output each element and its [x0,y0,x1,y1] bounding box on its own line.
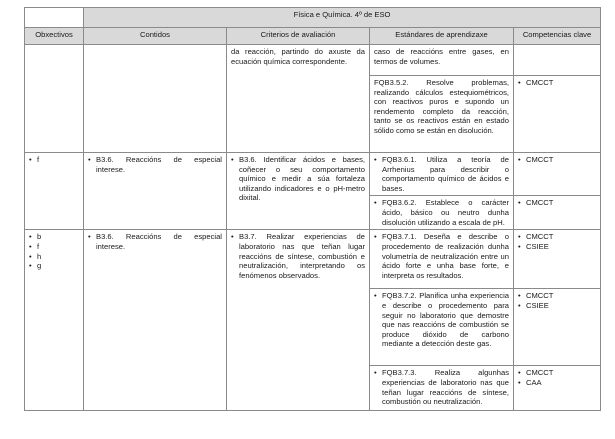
competencias-cell [514,196,601,230]
contido-item: • B3.6. Reaccións de especial interese. [88,155,222,174]
estandar-cell [370,153,514,196]
criterio-item: • B3.6. Identificar ácidos e bases, coñecer o seu comportamento químico e medir a súa fortaleza utilizando indicadores e o pH-metro dixital. [231,155,365,203]
header-contidos: Contidos [84,28,227,45]
obxectivo-item: • f [29,155,79,165]
obxectivos-cell [25,153,84,230]
header-criterios: Criterios de avaliación [227,28,370,45]
curriculum-table [24,7,601,411]
criterio-item: • B3.7. Realizar experiencias de laboratorio nas que teñan lugar reaccións de síntese, combustión e neutralización, interpretando os fenómenos observados. [231,232,365,280]
table-row [25,153,601,196]
estandar-cell [370,366,514,411]
obxectivo-item: • f [29,242,79,252]
header-estandares: Estándares de aprendizaxe [370,28,514,45]
header-competencias: Competencias clave [514,28,601,45]
estandar-item: • FQB3.7.2. Planifica unha experiencia e describe o procedemento para seguir no laboratorio que demostre que nas reaccións de combustión se produce dióxido de carbono mediante a detección deste gas. [374,291,509,349]
competencias-cell [514,366,601,411]
estandar-cell: FQB3.5.2. Resolve problemas, realizando cálculos estequiométricos, con reactivos puros e supondo un rendemento completo da reacción, tanto se os reactivos están en estado sólido como se están en disolución. [370,76,514,153]
criterio-cell: da reacción, partindo do axuste da ecuación química correspondente. [227,45,370,153]
obxectivo-item: • h [29,252,79,262]
competencia-item: • CMCCT [518,368,596,378]
competencia-item: • CMCCT [518,155,596,165]
header-obxectivos: Obxectivos [25,28,84,45]
competencia-item: • CMCCT [518,232,596,242]
criterio-cell [227,153,370,230]
competencia-item: • CMCCT [518,78,596,88]
estandar-cell [370,196,514,230]
contidos-cell [84,230,227,411]
header-row [25,28,601,45]
competencias-cell [514,45,601,76]
estandar-cell [370,230,514,289]
table-title: Física e Química. 4º de ESO [84,8,601,28]
competencias-cell [514,76,601,153]
competencia-item: • CMCCT [518,198,596,208]
competencia-item: • CSIEE [518,242,596,252]
table-row [25,45,601,76]
competencias-cell [514,289,601,366]
competencias-cell [514,153,601,196]
competencia-item: • CAA [518,378,596,388]
estandar-cell: caso de reaccións entre gases, en termos de volumes. [370,45,514,76]
table-corner-cell [25,8,84,28]
estandar-item: • FQB3.6.1. Utiliza a teoría de Arrhenius para describir o comportamento químico de ácidos e bases. [374,155,509,193]
contidos-cell [84,153,227,230]
contido-item: • B3.6. Reaccións de especial interese. [88,232,222,251]
table-row [25,230,601,289]
estandar-item: • FQB3.7.3. Realiza algunhas experiencias de laboratorio nas que teñan lugar reaccións de síntese, combustión ou neutralización. [374,368,509,406]
contidos-cell [84,45,227,153]
obxectivos-cell [25,230,84,411]
obxectivos-cell [25,45,84,153]
estandar-cell [370,289,514,366]
estandar-item: • FQB3.6.2. Establece o carácter ácido, básico ou neutro dunha disolución utilizando a escala de pH. [374,198,509,227]
criterio-cell [227,230,370,411]
competencia-item: • CSIEE [518,301,596,311]
obxectivo-item: • b [29,232,79,242]
competencias-cell [514,230,601,289]
estandar-item: • FQB3.7.1. Deseña e describe o procedemento de realización dunha volumetría de neutralización entre un ácido forte e unha base forte, e interpreta os resultados. [374,232,509,280]
competencia-item: • CMCCT [518,291,596,301]
obxectivo-item: • g [29,261,79,271]
